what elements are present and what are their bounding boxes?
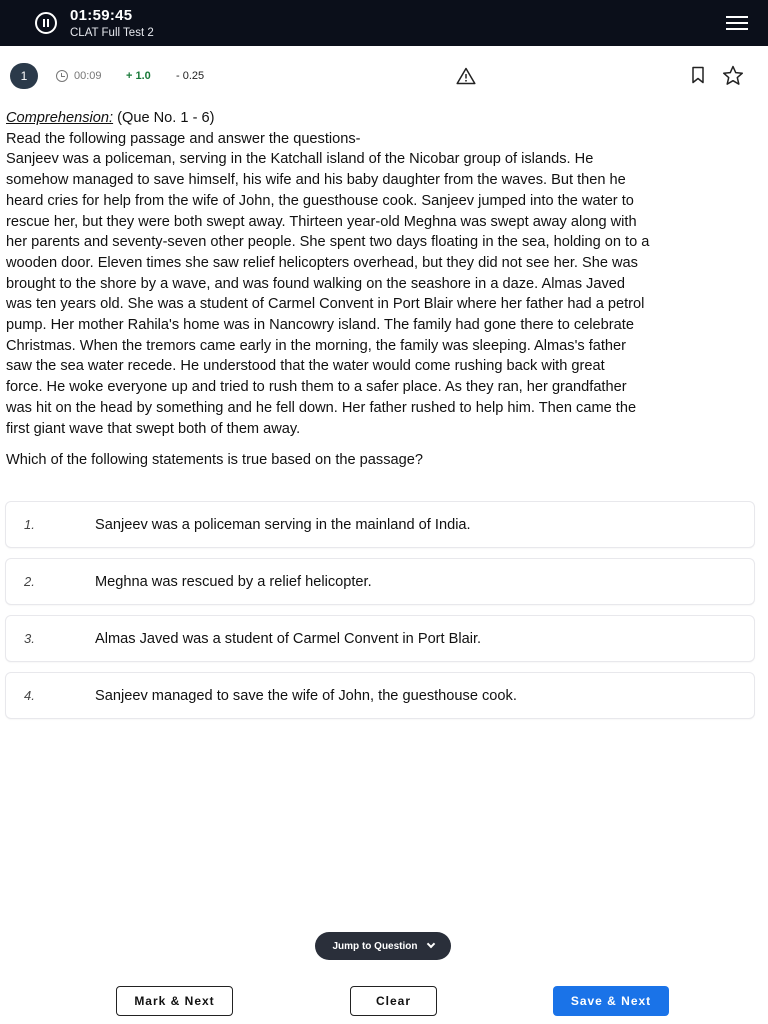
passage-line: somehow managed to save himself, his wife and his baby daughter from the waves. But then he bbox=[6, 172, 626, 189]
menu-icon[interactable] bbox=[726, 15, 748, 31]
passage-line: pump. Her mother Rahila's home was in Nancowry island. The family had gone there to celebrate bbox=[6, 317, 634, 334]
passage-line: Christmas. When the tremors came early in the morning, the family was sleeping. Almas's father bbox=[6, 337, 627, 354]
option-text: Almas Javed was a student of Carmel Convent in Port Blair. bbox=[95, 630, 482, 647]
passage-line: her parents and seventy-seven other people. She spent two days floating in the sea, holding on to a bbox=[6, 234, 650, 251]
star-icon[interactable] bbox=[722, 65, 744, 86]
passage-line: was hit on the head by something and he fell down. Her father rushed to help him. Then came the bbox=[6, 399, 637, 416]
pause-icon[interactable] bbox=[35, 12, 57, 34]
clock-icon bbox=[56, 70, 68, 82]
clear-button[interactable]: Clear bbox=[350, 986, 437, 1016]
passage-line: saw the sea water recede. He understood that the water would come rushing back with great bbox=[6, 358, 605, 375]
bookmark-icon[interactable] bbox=[690, 66, 706, 84]
option-4[interactable] bbox=[5, 672, 755, 719]
jump-label: Jump to Question bbox=[332, 940, 418, 952]
positive-marks: + 1.0 bbox=[126, 70, 151, 82]
comprehension-label: Comprehension: bbox=[6, 110, 114, 126]
option-number: 3. bbox=[24, 631, 35, 646]
option-2[interactable] bbox=[5, 558, 755, 605]
passage-line: force. He woke everyone up and tried to rush them to a safer place. As they ran, her grandfather bbox=[6, 379, 627, 396]
elapsed-time: 00:09 bbox=[74, 70, 102, 82]
warning-icon[interactable] bbox=[456, 67, 476, 85]
timer: 01:59:45 bbox=[70, 7, 133, 24]
passage bbox=[6, 108, 758, 439]
option-text: Sanjeev managed to save the wife of John, the guesthouse cook. bbox=[95, 687, 517, 704]
option-text: Meghna was rescued by a relief helicopter. bbox=[95, 573, 372, 590]
option-number: 1. bbox=[24, 517, 35, 532]
passage-line: wooden door. Eleven times she saw relief helicopters overhead, but they did not see her. She was bbox=[6, 254, 638, 271]
question-number-badge: 1 bbox=[10, 63, 38, 89]
option-3[interactable] bbox=[5, 615, 755, 662]
passage-line: brought to the shore by a wave, and was found walking on the seashore in a daze. Almas Javed bbox=[6, 275, 626, 292]
save-next-button[interactable]: Save & Next bbox=[553, 986, 669, 1016]
negative-marks: - 0.25 bbox=[176, 70, 205, 82]
passage-instruction: Read the following passage and answer the questions- bbox=[6, 130, 361, 147]
passage-line: was ten years old. She was a student of Carmel Convent in Port Blair where her father had a petrol bbox=[6, 296, 645, 313]
option-text: Sanjeev was a policeman serving in the mainland of India. bbox=[95, 516, 471, 533]
comprehension-range: (Que No. 1 - 6) bbox=[113, 110, 215, 126]
passage-line: rescue her, but they were both swept away. Thirteen year-old Meghna was swept away along with bbox=[6, 213, 637, 230]
passage-line: Sanjeev was a policeman, serving in the Katchall island of the Nicobar group of islands. He bbox=[6, 151, 594, 168]
jump-to-question-button[interactable] bbox=[315, 932, 451, 960]
top-bar bbox=[0, 0, 768, 46]
option-number: 4. bbox=[24, 688, 35, 703]
option-number: 2. bbox=[24, 574, 35, 589]
chevron-down-icon bbox=[426, 940, 434, 948]
option-1[interactable] bbox=[5, 501, 755, 548]
question-text: Which of the following statements is true based on the passage? bbox=[6, 452, 423, 468]
passage-line: heard cries for help from the wife of John, the guesthouse cook. Sanjeev jumped into the water to bbox=[6, 192, 634, 209]
test-name: CLAT Full Test 2 bbox=[70, 27, 154, 39]
mark-next-button[interactable]: Mark & Next bbox=[116, 986, 233, 1016]
passage-line: first giant wave that swept both of them away. bbox=[6, 420, 301, 437]
comprehension-heading bbox=[6, 108, 758, 129]
